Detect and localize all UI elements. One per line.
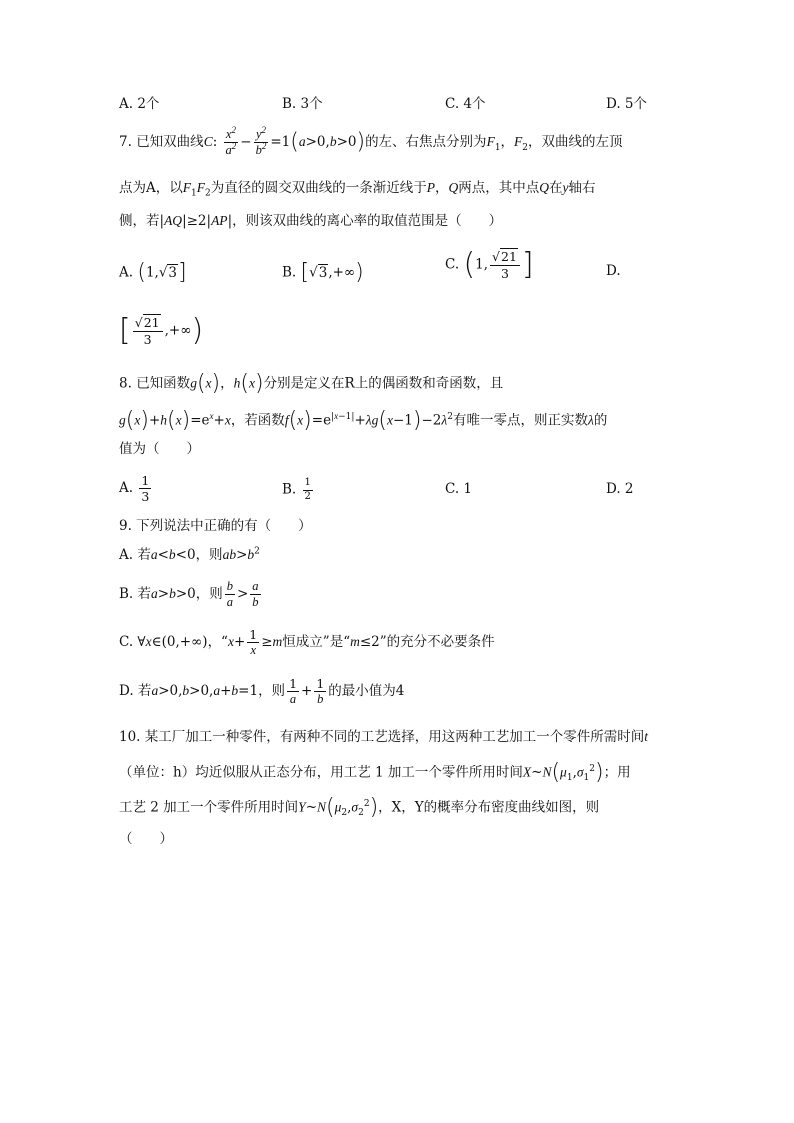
- q7-option-c: C. (1, $\frac{√21}{3}$ ]: [445, 247, 534, 282]
- q10-line-2: （单位：h）均近似服从正态分布，用工艺 1 加工一个零件所用时间$X\sim N(\mu_1,\sigma_1^2)$；用: [119, 760, 631, 785]
- q6-option-b: B. 3个: [282, 96, 323, 112]
- q9-stem: 9. 下列说法中正确的有（ ）: [119, 518, 312, 534]
- q7-line-1: 7. 已知双曲线C: $\frac{x^2}{a^2}$ − $\frac{y^2}{b^2}$ =1(a>0,b>0)的左、右焦点分别为$F_1$，$F_2$，双曲线的左顶: [119, 124, 623, 158]
- q6-option-a: A. 2个: [119, 96, 160, 112]
- q7-option-a: A. (1,√3]: [119, 260, 187, 285]
- q9-option-c: C. ∀x∈(0,+∞)，“x+ $\frac{1}{x}$ ≥m恒成立”是“m≤2”的充分不必要条件: [119, 627, 495, 658]
- q8-option-b: B. $\frac{1}{2}$: [282, 477, 311, 502]
- q9-option-a: A. 若a<b<0，则$ab>b^2$: [119, 546, 260, 563]
- q10-line-3: 工艺 2 加工一个零件所用时间$Y\sim N(\mu_2,\sigma_2^2)$，X，Y的概率分布密度曲线如图，则: [119, 795, 600, 820]
- q8-line-2: $g(x)+h(x)=e^x+x$，若函数$f(x)=e^{|x-1|}+\lambda g(x-1)-2\lambda^2$有唯一零点，则正实数λ的: [119, 408, 608, 433]
- q9-option-b: B. 若a>b>0，则 $\frac{b}{a}$ > $\frac{a}{b}$: [119, 579, 259, 610]
- q10-line-1: 10. 某工厂加工一种零件，有两种不同的工艺选择，用这两种工艺加工一个零件所需时间t: [119, 729, 649, 745]
- q7-line-2: 点为A，以$F_1F_2$为直径的圆交双曲线的一条渐近线于P，Q两点，其中点Q在y轴右: [119, 180, 596, 199]
- q8-option-c: C. 1: [445, 481, 473, 497]
- q8-number: 8.: [119, 375, 132, 392]
- q7-option-d-value: [ $\frac{√21}{3}$ ,+∞): [119, 313, 204, 348]
- q7-option-b: B. [√3,+∞): [282, 260, 364, 285]
- q7-line-3: 侧，若|AQ|≥2|AP|，则该双曲线的离心率的取值范围是（ ）: [119, 213, 503, 229]
- q9-option-d: D. 若a>0,b>0,a+b=1，则 $\frac{1}{a}$ + $\frac{1}{b}$ 的最小值为4: [119, 676, 405, 707]
- hyperbola-x-fraction: $\frac{x^2}{a^2}$: [225, 124, 237, 158]
- hyperbola-y-fraction: $\frac{y^2}{b^2}$: [255, 124, 267, 158]
- q7-number: 7.: [119, 134, 132, 151]
- q8-line-1: 8. 已知函数g(x)，h(x)分别是定义在R上的偶函数和奇函数，且: [119, 371, 504, 396]
- q6-option-c: C. 4个: [445, 96, 486, 112]
- q10-line-4: （ ）: [119, 831, 173, 847]
- q8-option-a: A. $\frac{1}{3}$: [119, 473, 150, 505]
- q8-option-d: D. 2: [606, 481, 634, 497]
- q7-option-d: D.: [606, 263, 621, 279]
- q8-line-3: 值为（ ）: [119, 441, 200, 457]
- q6-option-d: D. 5个: [606, 96, 648, 112]
